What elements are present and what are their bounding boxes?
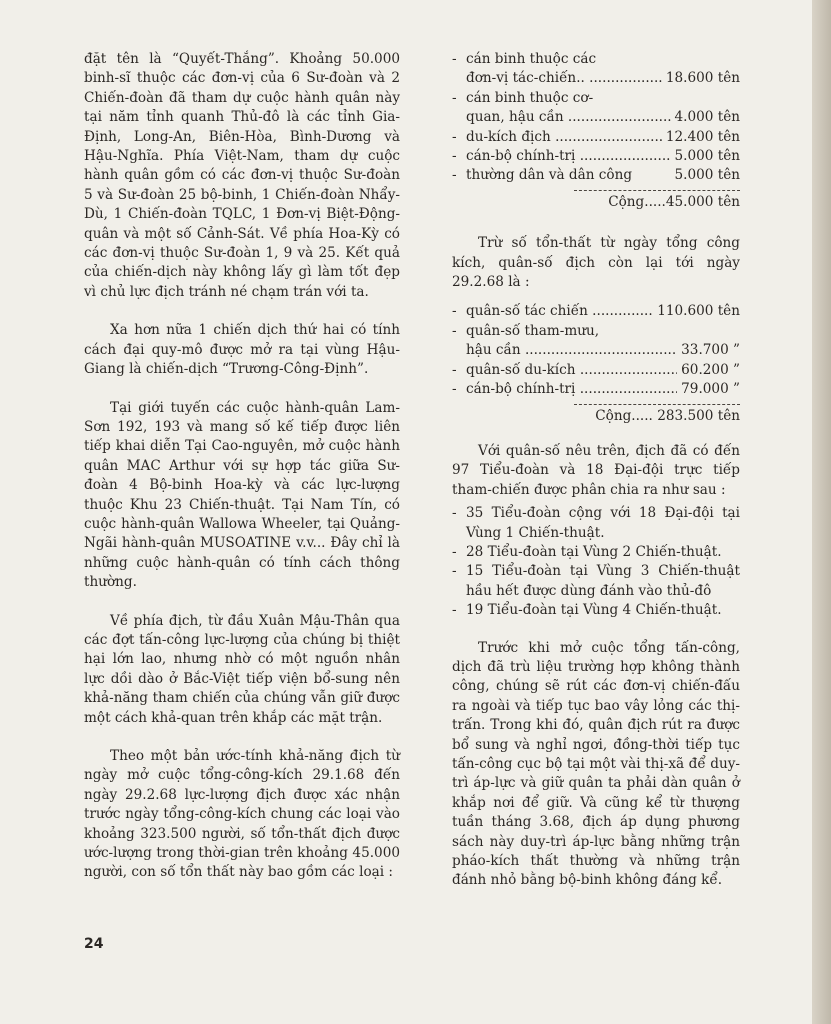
page-edge (812, 0, 831, 1024)
list-item: - cán binh thuộc cơ- quan, hậu cần ..... 4.000 tên (452, 89, 740, 128)
item-value: 79.000 ” (681, 381, 740, 398)
item-value: 5.000 tên (674, 148, 740, 165)
item-value: 110.600 tên (657, 303, 740, 320)
left-column (84, 50, 400, 883)
paragraph: Trước khi mở cuộc tổng tấn-công, dịch đã trù liệu trường hợp không thành công, chúng sẽ rút các đơn-vị chiến-đấu ra ngoài và tiếp tục bao vây lỏng các thị-trấn. Trong khi đó, quân địch rút ra được bổ sung và nghỉ ngơi, đồng-thời tiếp tục tấn-công cục bộ tại một vài thị-xã để duy-trì áp-lực và giữ quân ta phải dàn quân ở khắp nơi để giữ. Và cũng kể từ thượng tuần tháng 3.68, địch áp dụng phương sách này duy-trì áp-lực bằng những trận pháo-kích thất thường và những trận đánh nhỏ bằng bộ-binh không đáng kể. (452, 639, 740, 889)
paragraph: Trừ số tổn-thất từ ngày tổng công kích, quân-số địch còn lại tới ngày 29.2.68 là : (452, 235, 740, 291)
item-value: 12.400 tên (665, 128, 740, 145)
list-item: - 19 Tiểu-đoàn tại Vùng 4 Chiến-thuật. (452, 602, 722, 619)
page-number: 24 (84, 936, 104, 952)
paragraph: đặt tên là “Quyết-Thắng”. Khoảng 50.000 binh-sĩ thuộc các đơn-vị của 6 Sư-đoàn và 2 Chiến-đoàn đã tham dự cuộc hành quân này tại năm tỉnh quanh Thủ-đô là các tỉnh Gia-Định, Long-An, Biên-Hòa, Bình-Dương và Hậu-Nghĩa. Phía Việt-Nam, tham dự cuộc hành quân gồm có các đơn-vị thuộc Sư-đoàn 5 và Sư-đoàn 25 bộ-binh, 1 Chiến-đoàn Nhẩy-Dù, 1 Chiến-đoàn TQLC, 1 Đơn-vị Biệt-Động-quân và một số Cảnh-Sát. Về phía Hoa-Kỳ có các đơn-vị thuộc Sư-đoàn 1, 9 và 25. Kết quả của chiến-dịch này không lấy gì làm tốt đẹp vì chủ lực địch tránh né chạm trán với ta. (84, 51, 400, 300)
divider (574, 404, 740, 405)
paragraph: Với quân-số nêu trên, địch đã có đến 97 Tiểu-đoàn và 18 Đại-đội trực tiếp tham-chiến được phân chia ra như sau : (452, 442, 740, 498)
item-text: 19 Tiểu-đoàn tại Vùng 4 Chiến-thuật. (466, 602, 722, 619)
item-value: 60.200 ” (681, 361, 740, 378)
item-text: 35 Tiểu-đoàn cộng với 18 Đại-đội tại Vùng 1 Chiến-thuật. (466, 505, 740, 541)
remaining-list (452, 302, 740, 399)
item-text: 28 Tiểu-đoàn tại Vùng 2 Chiến-thuật. (466, 543, 722, 560)
paragraph: Xa hơn nữa 1 chiến dịch thứ hai có tính cách đại quy-mô được mở ra tại vùng Hậu-Giang là chiến-dịch “Trương-Công-Định”. (84, 322, 400, 378)
item-label: du-kích địch ..... (466, 128, 662, 147)
losses-total: Cộng.....45.000 tên (608, 193, 740, 210)
item-label: cán binh thuộc cơ- (466, 89, 594, 106)
item-label: quân-số du-kích ..... (466, 361, 677, 380)
item-label-cont: hậu cần ..... (466, 341, 677, 360)
item-value: 5.000 tên (674, 167, 740, 184)
list-item: - quân-số tham-mưu, hậu cần ..... 33.700 ” (452, 322, 740, 361)
list-item: - thường dân và dân công 5.000 tên (452, 166, 740, 185)
item-value: 4.000 tên (674, 109, 740, 126)
divider (574, 190, 740, 191)
list-item: - 15 Tiểu-đoàn tại Vùng 3 Chiến-thuật hầu hết được dùng đánh vào thủ-đô (452, 563, 740, 599)
paragraph: Tại giới tuyến các cuộc hành-quân Lam-Sơn 192, 193 và mang số kế tiếp được liên tiếp khai diễn Tại Cao-nguyên, mở cuộc hành quân MAC Arthur với sự hợp tác giữa Sư-đoàn 4 Bộ-binh Hoa-kỳ và các lực-lượng thuộc Khu 23 Chiến-thuật. Tại Nam Tín, có cuộc hành-quân Wallowa Wheeler, tại Quảng-Ngãi hành-quân MUSOATINE v.v... Đây chỉ là những cuộc hành-quân có tính cách thông thường. (84, 399, 400, 591)
paragraph: Về phía địch, từ đầu Xuân Mậu-Thân qua các đợt tấn-công lực-lượng của chúng bị thiệt hại lớn lao, nhưng nhờ có một nguồn nhân lực dồi dào ở Bắc-Việt tiếp viện bổ-sung nên khả-năng tham chiến của chúng vẫn giữ được một cách khả-quan trên khắp các mặt trận. (84, 612, 400, 726)
item-value: 33.700 ” (681, 342, 740, 359)
right-column (452, 50, 740, 891)
list-item: - cán-bộ chính-trị ..... 5.000 tên (452, 147, 740, 166)
list-item: - 35 Tiểu-đoàn cộng với 18 Đại-đội tại Vùng 1 Chiến-thuật. (452, 505, 740, 541)
list-item: - cán-bộ chính-trị ..... 79.000 ” (452, 380, 740, 399)
remaining-total: Cộng..... 283.500 tên (595, 407, 740, 424)
list-item: - quân-số du-kích ..... 60.200 ” (452, 361, 740, 380)
item-label-cont: quan, hậu cần ..... (466, 108, 671, 127)
paragraph: Theo một bản ước-tính khả-năng địch từ ngày mở cuộc tổng-công-kích 29.1.68 đến ngày 29.2.68 lực-lượng địch được xác nhận trước ngày tổng-công-kích chung các loại vào khoảng 323.500 người, số tổn-thất địch được ước-lượng trong thời-gian trên khoảng 45.000 người, con số tổn thất này bao gồm các loại : (84, 748, 400, 881)
battalions-list (452, 504, 740, 620)
list-item: - 28 Tiểu-đoàn tại Vùng 2 Chiến-thuật. (452, 543, 722, 560)
item-label: quân-số tác chiến ..... (466, 302, 653, 321)
item-label: cán-bộ chính-trị ..... (466, 147, 671, 166)
item-label: cán binh thuộc các (466, 51, 597, 67)
item-label-cont: đơn-vị tác-chiến.. ..... (466, 69, 662, 88)
item-label: thường dân và dân công (466, 167, 633, 184)
item-value: 18.600 tên (665, 70, 740, 87)
item-label: cán-bộ chính-trị ..... (466, 380, 677, 399)
item-label: quân-số tham-mưu, (466, 322, 600, 339)
losses-list (452, 50, 740, 186)
list-item: - cán binh thuộc các đơn-vị tác-chiến.. ..... 18.600 tên (452, 50, 740, 89)
list-item: - du-kích địch ..... 12.400 tên (452, 128, 740, 147)
list-item: - quân-số tác chiến ..... 110.600 tên (452, 302, 740, 321)
item-text: 15 Tiểu-đoàn tại Vùng 3 Chiến-thuật hầu hết được dùng đánh vào thủ-đô (466, 563, 740, 599)
